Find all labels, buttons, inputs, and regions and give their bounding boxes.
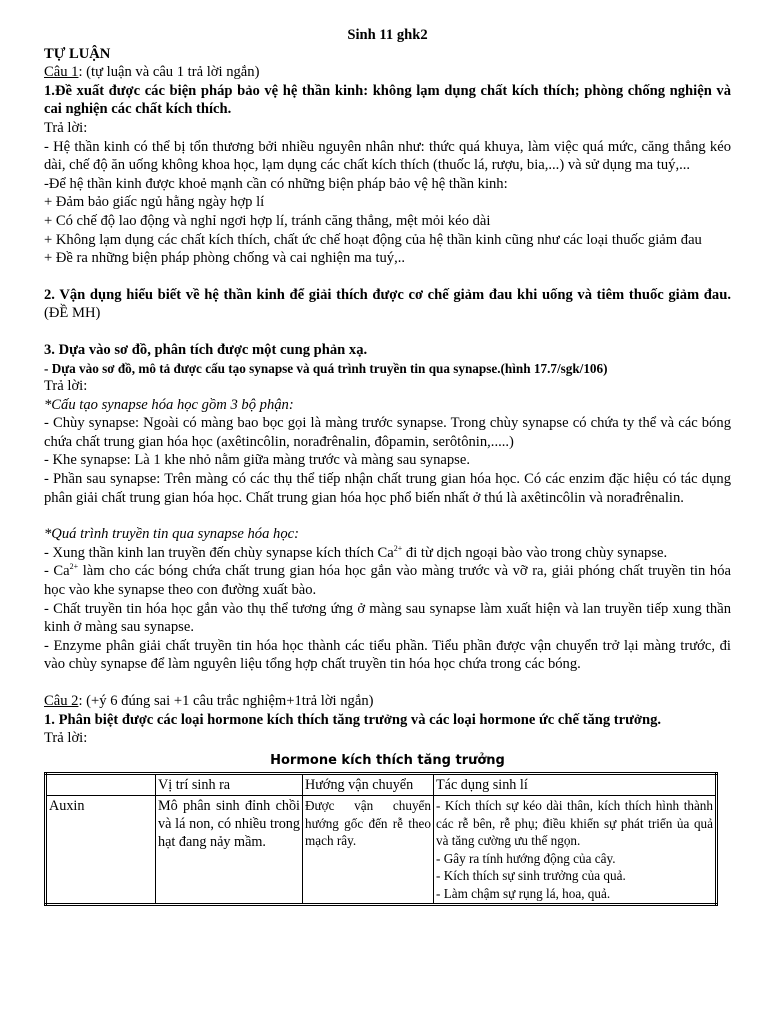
table-header-cell: Hướng vận chuyển <box>303 774 434 796</box>
structure-line: - Khe synapse: Là 1 khe nhỏ nằm giữa màng trước và màng sau synapse. <box>44 452 470 469</box>
process-text: đi từ dịch ngoại bào vào trong chùy synapse. <box>402 544 668 561</box>
cau2-note: : (+ý 6 đúng sai +1 câu trắc nghiệm+1trả lời ngắn) <box>78 692 374 709</box>
process-text: - Ca <box>44 563 70 580</box>
cau2-label: Câu 2 <box>44 692 79 709</box>
answer-label: Trả lời: <box>44 119 88 136</box>
answer-line: + Đề ra những biện pháp phòng chống và cai nghiện ma tuý,.. <box>44 250 406 267</box>
question-2-tail: (ĐỀ MH) <box>44 305 101 322</box>
structure-line: - Chùy synapse: Ngoài có màng bao bọc gọi là màng trước synapse. Trong chùy synapse có chứa ty thể và các bóng chứa chất trung gian hóa học (axêtincôlin, norađrênalin, đôpamin, serôtônin,.....) <box>44 415 731 450</box>
answer-line: -Để hệ thần kinh được khoẻ mạnh cần có những biện pháp bảo vệ hệ thần kinh: <box>44 175 508 192</box>
cau1-question-3-sub: - Dựa vào sơ đồ, mô tả được cấu tạo synapse và quá trình truyền tin qua synapse.(hình 17.7/sgk/106) <box>44 360 608 376</box>
answer-label: Trả lời: <box>44 378 88 394</box>
answer-line: + Không lạm dụng các chất kích thích, chất ức chế hoạt động của hệ thần kinh cũng như các loại thuốc giảm đau <box>44 231 702 248</box>
effect-line: - Kích thích sự kéo dài thân, kích thích hình thành các rễ bên, rễ phụ; điều khiển sự phát triển ủa quả và tăng cường ưu thế ngọn. <box>436 798 713 849</box>
hormone-table <box>44 772 718 906</box>
answer-line: - Hệ thần kinh có thể bị tổn thương bởi nhiều nguyên nhân như: thức quá khuya, làm việc quá mức, căng thẳng kéo dài, chế độ ăn uống không khoa học, lạm dụng các chất kích thích (thuốc lá, rượu, bia,...) và sử dụng ma tuý,... <box>44 138 731 174</box>
table-header-cell <box>46 774 156 796</box>
cau1-heading <box>44 63 731 82</box>
process-line: - Enzyme phân giải chất truyền tin hóa học thành các tiểu phần. Tiểu phần được vận chuyển trở lại màng trước, đi vào chùy synapse để làm nguyên liệu tổng hợp chất truyền tin hóa học chứa trong các bóng. <box>44 637 731 673</box>
transport-cell: Được vận chuyển hướng gốc đến rễ theo mạch rây. <box>303 796 434 905</box>
process-text: làm cho các bóng chứa chất trung gian hóa học gắn vào màng trước và vỡ ra, giải phóng chất truyền tin hóa học vào khe synapse theo con đường xuất bào. <box>44 563 731 598</box>
effects-cell <box>434 796 717 905</box>
cau2-heading <box>44 692 731 711</box>
cau1-question-2 <box>44 286 731 323</box>
effect-line: - Làm chậm sự rụng lá, hoa, quả. <box>436 885 611 901</box>
cau1-note: : (tự luận và câu 1 trả lời ngắn) <box>78 64 260 81</box>
cau1-question-1: 1.Đề xuất được các biện pháp bảo vệ hệ thần kinh: không lạm dụng chất kích thích; phòng chống nghiện và cai nghiện các chất kích thích. <box>44 82 731 118</box>
table-header-row <box>46 774 717 796</box>
process-line: - Chất truyền tin hóa học gắn vào thụ thể tương ứng ở màng sau synapse làm xuất hiện và lan truyền tiếp xung thần kinh ở màng sau synapse. <box>44 600 731 636</box>
hormone-name-cell: Auxin <box>46 796 156 905</box>
effect-line: - Kích thích sự sinh trưởng của quả. <box>436 868 626 884</box>
answer-line: + Đảm bảo giấc ngủ hằng ngày hợp lí <box>44 194 265 211</box>
answer-line: + Có chế độ lao động và nghỉ ngơi hợp lí, tránh căng thẳng, mệt mỏi kéo dài <box>44 212 491 229</box>
answer-label: Trả lời: <box>44 730 88 747</box>
table-caption: Hormone kích thích tăng trưởng <box>270 752 505 768</box>
document-title: Sinh 11 ghk2 <box>347 27 428 43</box>
superscript: 2+ <box>393 543 403 553</box>
process-line <box>44 562 731 599</box>
process-text: - Xung thần kinh lan truyền đến chùy synapse kích thích Ca <box>44 544 394 561</box>
cau2-question-1: 1. Phân biệt được các loại hormone kích thích tăng trưởng và các loại hormone ức chế tăng trưởng. <box>44 711 662 728</box>
effect-line: - Gây ra tính hướng động của cây. <box>436 850 616 866</box>
structure-line: - Phần sau synapse: Trên màng có các thụ thể tiếp nhận chất trung gian hóa học. Có các enzim đặc hiệu có tác dụng phân giải chất trung gian hóa học. Chất trung gian hóa học phổ biến nhất ở thú là axêtincôlin và norađrênalin. <box>44 470 731 506</box>
table-header-cell: Tác dụng sinh lí <box>434 774 717 796</box>
cau1-label: Câu 1 <box>44 64 79 81</box>
table-header-cell: Vị trí sinh ra <box>156 774 303 796</box>
structure-heading: *Cấu tạo synapse hóa học gồm 3 bộ phận: <box>44 396 294 413</box>
section-heading: TỰ LUẬN <box>44 45 111 62</box>
question-2-text: 2. Vận dụng hiểu biết về hệ thần kinh để giải thích được cơ chế giảm đau khi uống và tiêm thuốc giảm đau. <box>44 286 731 303</box>
superscript: 2+ <box>69 562 79 572</box>
cau1-question-3: 3. Dựa vào sơ đồ, phân tích được một cung phản xạ. <box>44 341 368 358</box>
process-line <box>44 544 731 563</box>
origin-cell: Mô phân sinh đỉnh chồi và lá non, có nhiều trong hạt đang nảy mầm. <box>156 796 303 905</box>
table-row <box>46 796 717 905</box>
process-heading: *Quá trình truyền tin qua synapse hóa học: <box>44 526 299 543</box>
document-page <box>44 26 731 906</box>
